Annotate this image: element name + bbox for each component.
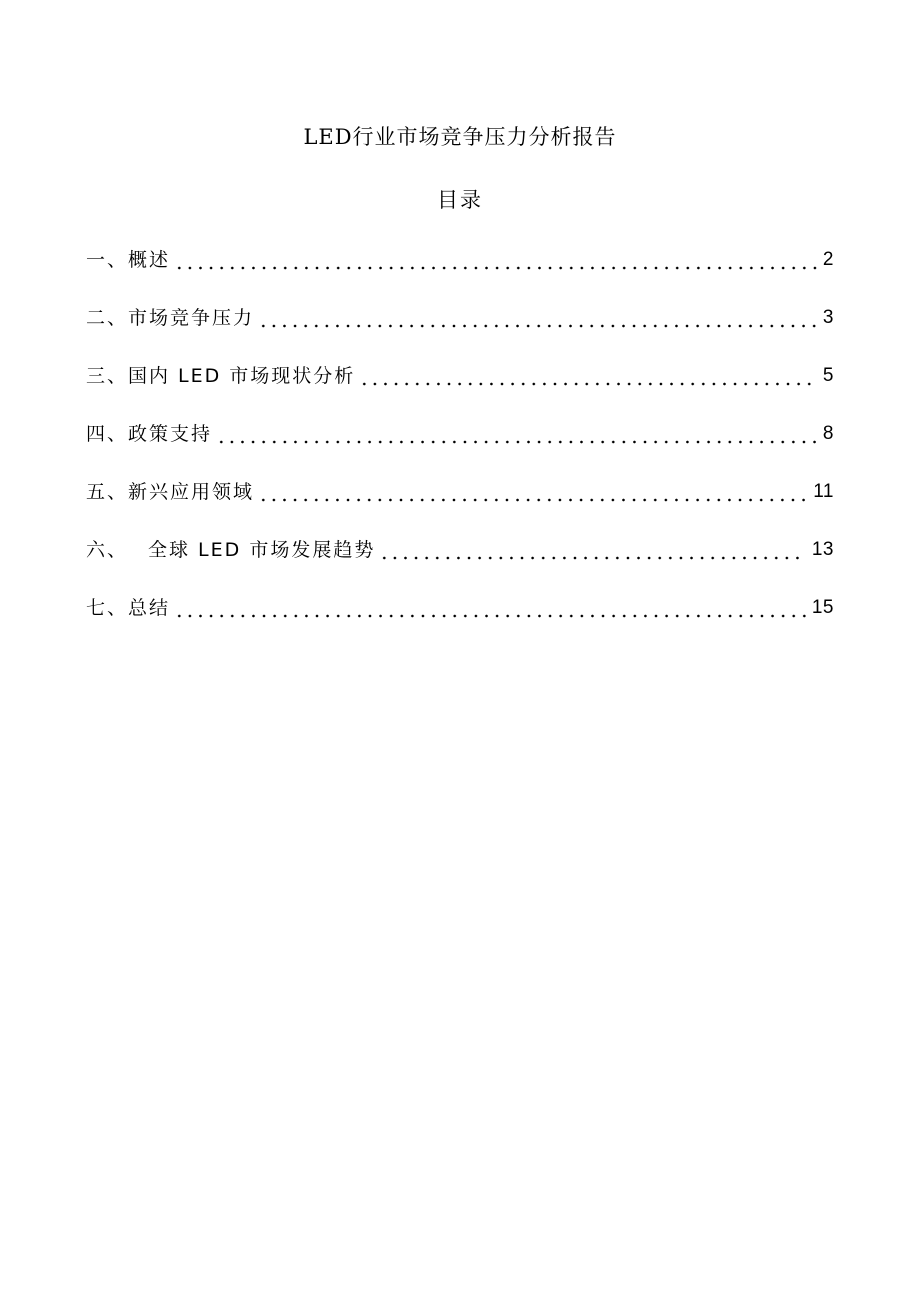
toc-heading: 目录 <box>437 188 483 212</box>
toc-page-number: 5 <box>822 365 834 386</box>
toc-entry-summary[interactable] <box>86 593 834 651</box>
dot-leader <box>258 303 817 333</box>
dot-leader <box>216 419 817 449</box>
toc-entry-label: 四、政策支持 <box>86 423 213 445</box>
toc-page-number: 11 <box>813 481 834 502</box>
toc-page-number: 8 <box>822 423 834 444</box>
dot-leader <box>359 361 817 391</box>
toc-page-number: 2 <box>822 249 834 270</box>
toc-entry-overview[interactable] <box>86 245 834 303</box>
table-of-contents <box>86 245 834 651</box>
toc-entry-label: 五、新兴应用领域 <box>86 481 255 503</box>
dot-leader <box>258 477 807 507</box>
toc-entry-label: 一、概述 <box>86 249 171 271</box>
toc-entry-emerging-applications[interactable] <box>86 477 834 535</box>
dot-leader <box>174 245 817 275</box>
toc-entry-policy-support[interactable] <box>86 419 834 477</box>
document-title: LED行业市场竞争压力分析报告 <box>303 125 617 149</box>
toc-entry-label: 二、市场竞争压力 <box>86 307 255 329</box>
toc-entry-number: 六、 <box>86 539 129 561</box>
toc-page-number: 15 <box>811 597 834 618</box>
toc-entry-label: 三、国内 LED 市场现状分析 <box>86 365 356 387</box>
toc-entry-domestic-market-status[interactable] <box>86 361 834 419</box>
toc-entry-label <box>86 535 375 565</box>
toc-entry-market-competition-pressure[interactable] <box>86 303 834 361</box>
dot-leader <box>174 593 806 623</box>
toc-entry-label: 七、总结 <box>86 597 171 619</box>
toc-page-number: 13 <box>811 539 834 560</box>
toc-page-number: 3 <box>822 307 834 328</box>
dot-leader <box>379 535 806 565</box>
toc-entry-global-market-trends[interactable] <box>86 535 834 593</box>
toc-entry-text: 全球 LED 市场发展趋势 <box>148 539 376 561</box>
